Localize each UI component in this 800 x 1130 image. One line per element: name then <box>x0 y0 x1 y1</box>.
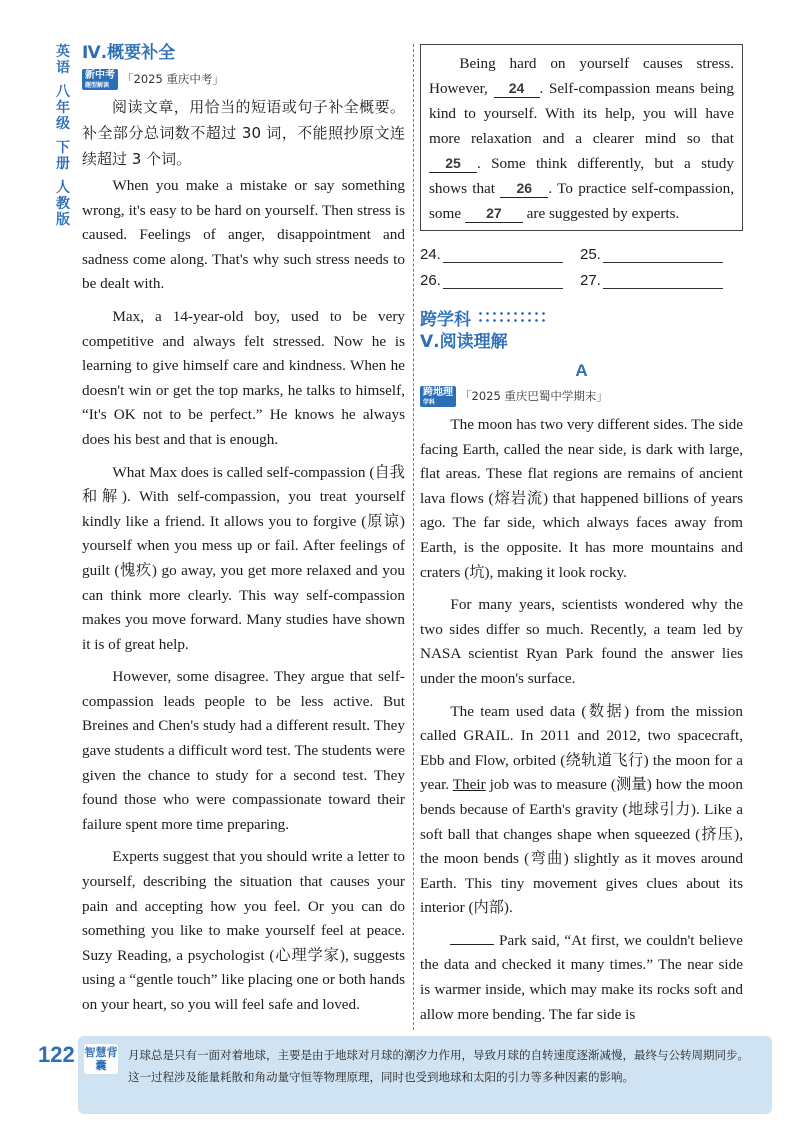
wisdom-tip-badge: 智慧背囊 <box>84 1046 118 1072</box>
left-column <box>82 40 405 1026</box>
answer-line[interactable] <box>443 272 563 289</box>
section-heading-summary: Ⅳ.概要补全 <box>82 43 176 63</box>
side-tab-grade: 八年级 <box>56 84 70 132</box>
blank-24[interactable]: 24 <box>494 79 540 98</box>
summary-text <box>429 51 734 226</box>
blank-26[interactable]: 26 <box>500 179 548 198</box>
cross-subject-title: 跨学科 <box>420 309 471 330</box>
passage-paragraph <box>420 929 743 1027</box>
answer-lines <box>420 237 743 289</box>
answer-cell-26[interactable] <box>420 272 580 289</box>
answer-number: 24. <box>420 246 441 263</box>
answer-row <box>420 263 743 289</box>
answer-cell-25[interactable] <box>580 246 740 263</box>
cross-geography-badge-label: 跨地理 <box>423 386 453 398</box>
paragraph-text: The team used data (数据) from the mission called GRAIL. In 2011 and 2012, two spacecraft, Ebb and Flow, orbited (绕轨道飞行) the moon for a year. <box>420 702 743 794</box>
new-exam-badge-label: 新中考 <box>85 69 115 81</box>
page-number: 122 <box>38 1042 75 1067</box>
wisdom-tip-banner <box>78 1036 772 1114</box>
passage-label: A <box>575 361 588 380</box>
cross-geography-badge-sub: 学科 <box>423 398 436 406</box>
column-divider <box>413 44 414 1030</box>
missing-word-blank[interactable] <box>450 944 494 945</box>
passage-paragraph: When you make a mistake or say something wrong, it's easy to be hard on yourself. Then stress is caused. Feelings of anger, disappointment and sadness come along. That's why such stress needs to be dealt with. <box>82 177 405 293</box>
passage-paragraph: The moon has two very different sides. The side facing Earth, called the near side, is dark with large, flat areas. These flat regions are remains of ancient lava flows (熔岩流) that happened billions of years ago. The far side, which always faces away from Earth, is the opposite. It has more mountains and craters (坑), making it look rocky. <box>420 416 743 581</box>
answer-line[interactable] <box>603 246 723 263</box>
paragraph-text: Park said, “At first, we couldn't believe the data and checked it many times.” The near side is warmer inside, which may make its rocks soft and allow more bending. The far side is <box>420 931 744 1023</box>
cross-subject-header <box>420 305 743 329</box>
side-tab-subject: 英语 <box>56 44 70 76</box>
answer-number: 25. <box>580 246 601 263</box>
passage-paragraph: Experts suggest that you should write a letter to yourself, describing the situation that causes your pain and accepting how you feel. Or you can do something you like to make yourself feel at peace. Suzy Reading, a psychologist (心理学家), suggests using a “gentle touch” like placing one or both hands on your heart, so you will feel safe and loved. <box>82 848 405 1013</box>
summary-sentence: . Some think differently, but a study shows that <box>429 155 734 197</box>
answer-cell-27[interactable] <box>580 272 740 289</box>
source-label: 「2025 重庆巴蜀中学期末」 <box>460 389 608 403</box>
summary-box <box>420 44 743 231</box>
dot-pattern <box>477 310 547 324</box>
answer-row <box>420 237 743 263</box>
wisdom-tip-text: 月球总是只有一面对着地球，主要是由于地球对月球的潮汐力作用，导致月球的自转速度逐渐减慢，最终与公转周期同步。这一过程涉及能量耗散和角动量守恒等物理原理，同时也受到地球和太阳的引力等多种因素的影响。 <box>128 1048 749 1084</box>
answer-number: 26. <box>420 272 441 289</box>
underlined-word: Their <box>452 776 486 794</box>
cross-geography-badge <box>420 386 456 407</box>
side-tab-volume: 下册 <box>56 140 70 172</box>
answer-line[interactable] <box>603 272 723 289</box>
passage-paragraph: For many years, scientists wondered why the two sides differ so much. Recently, a team led by NASA scientist Ryan Park found the answer lies under the moon's surface. <box>420 596 743 687</box>
answer-line[interactable] <box>443 246 563 263</box>
section-heading-reading: Ⅴ.阅读理解 <box>420 332 508 352</box>
instruction-text: 阅读文章，用恰当的短语或句子补全概要。补全部分总词数不超过 30 词，不能照抄原文连续超过 3 个词。 <box>82 98 405 168</box>
passage-paragraph <box>420 700 743 921</box>
source-line <box>82 68 405 90</box>
passage-paragraph: However, some disagree. They argue that self-compassion leads people to be less active. But Breines and Chen's study had a different result. They gave students a difficult word test. The students were given the chance to study for a second test. They found those who were compassionate toward their failure spent more time preparing. <box>82 668 405 833</box>
blank-27[interactable]: 27 <box>465 204 523 223</box>
summary-sentence: Being hard on yourself causes stress. However, <box>429 55 734 97</box>
side-tab-edition: 人教版 <box>56 180 70 228</box>
source-label: 「2025 重庆中考」 <box>122 72 224 86</box>
summary-sentence: . Self-compassion means being kind to yourself. With its help, you will have more relaxation and a clearer mind so that <box>429 80 734 147</box>
passage-paragraph: What Max does is called self-compassion (自我和解). With self-compassion, you treat yourself kindly like a friend. It allows you to forgive (原谅) yourself when you mess up or fail. After feelings of guilt (愧疚) go away, you get more relaxed and you can think more clearly. This way self-compassion makes you move forward. Many studies have shown it is of great help. <box>82 463 405 653</box>
side-tab <box>52 44 74 228</box>
new-exam-badge <box>82 69 118 90</box>
right-column <box>420 44 743 1035</box>
source-line <box>420 385 743 407</box>
new-exam-badge-sub: 题型解读 <box>85 81 110 89</box>
paragraph-text: job was to measure (测量) how the moon bends because of Earth's gravity (地球引力). Like a soft ball that changes shape when squeezed (挤压), the moon bends (弯曲) slightly as it moves around Earth. This tiny movement gives clues about its interior (内部). <box>420 776 743 917</box>
summary-sentence: . To practice self-compassion, some <box>429 180 735 222</box>
summary-sentence: are suggested by experts. <box>526 205 680 222</box>
blank-25[interactable]: 25 <box>429 154 477 173</box>
answer-cell-24[interactable] <box>420 246 580 263</box>
passage-paragraph: Max, a 14-year-old boy, used to be very competitive and always felt stressed. Now he is learning to give himself care and kindness. When he doesn't win or get the top marks, he talks to himself, “It's OK not to be perfect.” He knows he always does his best and that is enough. <box>82 307 405 448</box>
answer-number: 27. <box>580 272 601 289</box>
